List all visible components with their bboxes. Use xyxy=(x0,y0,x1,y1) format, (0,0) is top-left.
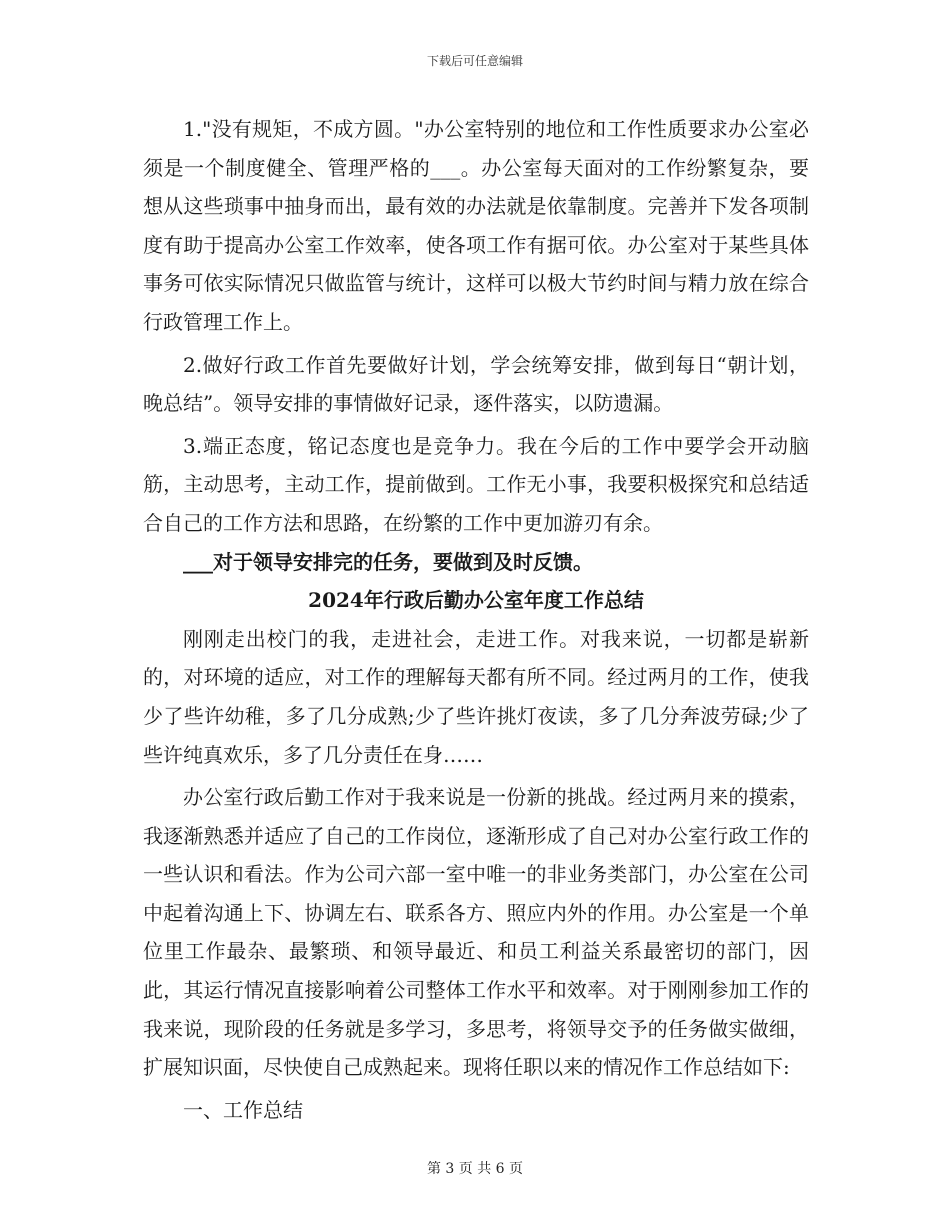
section-heading-work-summary: 一、工作总结 xyxy=(183,1097,303,1122)
paragraph-5: 刚刚走出校门的我，走进社会，走进工作。对我来说，一切都是崭新的，对环境的适应，对工作的理解每天都有所不同。经过两月的工作，使我少了些许幼稚，多了几分成熟;少了些许挑灯夜读，多了几分奔波劳碌;少了些许纯真欢乐，多了几分责任在身…… xyxy=(143,626,809,767)
paragraph-6: 办公室行政后勤工作对于我来说是一份新的挑战。经过两月来的摸索，我逐渐熟悉并适应了自己的工作岗位，逐渐形成了自己对办公室行政工作的一些认识和看法。作为公司六部一室中唯一的非业务类部门，办公室在公司中起着沟通上下、协调左右、联系各方、照应内外的作用。办公室是一个单位里工作最杂、最繁琐、和领导最近、和员工利益关系最密切的部门，因此，其运行情况直接影响着公司整体工作水平和效率。对于刚刚参加工作的我来说，现阶段的任务就是多学习，多思考，将领导交予的任务做实做细，扩展知识面，尽快使自己成熟起来。现将任职以来的情况作工作总结如下: xyxy=(143,785,809,1080)
document-body xyxy=(143,110,809,1129)
page-number: 第 3 页 共 6 页 xyxy=(426,1161,524,1177)
header-note: 下载后可任意编辑 xyxy=(426,54,523,68)
paragraph-1: 1."没有规矩，不成方圆。"办公室特别的地位和工作性质要求办公室必须是一个制度健全、管理严格的___。办公室每天面对的工作纷繁复杂，要想从这些琐事中抽身而出，最有效的办法就是依靠制度。完善并下发各项制度有助于提高办公室工作效率，使各项工作有据可依。办公室对于某些具体事务可依实际情况只做监管与统计，这样可以极大节约时间与精力放在综合行政管理工作上。 xyxy=(143,117,809,334)
section-title: 2024年行政后勤办公室年度工作总结 xyxy=(308,588,644,613)
paragraph-2: 2.做好行政工作首先要做好计划，学会统筹安排，做到每日“朝计划，晚总结”。领导安排的事情做好记录，逐件落实，以防遗漏。 xyxy=(143,352,809,416)
paragraph-3: 3.端正态度，铭记态度也是竞争力。我在今后的工作中要学会开动脑筋，主动思考，主动工作，提前做到。工作无小事，我要积极探究和总结适合自己的工作方法和思路，在纷繁的工作中更加游刃有余。 xyxy=(143,433,809,535)
paragraph-feedback: ___对于领导安排完的任务，要做到及时反馈。 xyxy=(183,549,593,574)
